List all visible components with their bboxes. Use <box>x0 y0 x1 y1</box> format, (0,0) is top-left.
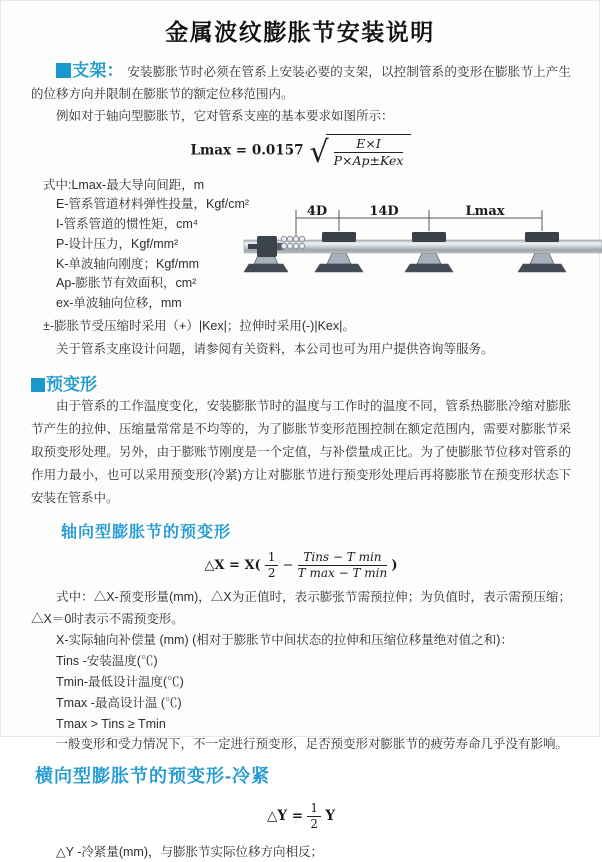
temperature-fraction: $\frac{\text{Tins − T min}}{\text{T max − T min}}$ <box>297 550 388 581</box>
one-half-fraction: $\frac{1}{2}$ <box>265 551 279 580</box>
page-title: 金属波纹膨胀节安装说明 <box>165 19 435 45</box>
support-section-heading: 支架： <box>72 61 124 80</box>
axial-subheading: 轴向型膨胀节的预变形 <box>61 524 232 542</box>
support-intro-text: 安装膨胀节时必须在管系上安装必要的支架，以控制管系的变形在膨胀节上产生的位移方向并限制在膨胀节的额定位移范围内。 <box>31 65 571 101</box>
plus-minus-note: ±-膨胀节受压缩时采用（+）|Kex|；拉伸时采用(-)|Kex|。 <box>43 319 355 334</box>
temp-line: Tmin-最低设计温度(℃) <box>56 675 184 690</box>
formula-lmax-numerator: E×I <box>334 137 404 153</box>
axial-explain: 式中：△X-预变形量(mm)，△X为正值时，表示膨张节需预拉伸；为负值时，表示需预压缩；△X＝0时表示不需预变形。 <box>31 590 571 627</box>
formula-lmax-lhs: Lmax = 0.0157 <box>190 142 304 159</box>
definition-line: ex-单波轴向位移，mm <box>56 296 182 311</box>
support-pedestals <box>244 253 566 272</box>
temp-line: Tins -安装温度(℃) <box>56 654 158 669</box>
diagram-label-lmax: Lmax <box>465 203 505 219</box>
formula-lmax <box>31 134 571 168</box>
definition-line: P-设计压力，Kgf/mm² <box>56 236 179 251</box>
one-half-fraction: $\frac{1}{2}$ <box>307 802 321 831</box>
diagram-label-14d: 14D <box>369 203 399 219</box>
definition-line: K-单波轴向刚度；Kgf/mm <box>56 256 200 271</box>
predeform-section-header <box>31 370 571 395</box>
definition-line: Ap-膨胀节有效面积，cm² <box>56 276 197 291</box>
formula-lmax-denominator: P×Ap±Kex <box>333 152 404 168</box>
lateral-subheading: 横向型膨胀节的预变形-冷紧 <box>35 766 270 787</box>
radical-sign: √ <box>309 134 329 170</box>
diagram-label-4d: 4D <box>306 203 328 219</box>
x-definition: X-实际轴向补偿量 (mm) (相对于膨胀节中间状态的拉伸和压缩位移量绝对值之和)： <box>56 633 513 648</box>
definition-line: 式中:Lmax-最大导向间距，m <box>43 177 205 192</box>
predeform-section-heading: 预变形 <box>46 375 97 395</box>
lateral-note: △Y -冷紧量(mm)，与膨胀节实际位移方向相反； <box>56 844 324 859</box>
temp-line: Tmax > Tins ≥ Tmin <box>56 716 166 731</box>
blue-square-icon <box>31 378 45 392</box>
close-paren: ) <box>391 558 398 574</box>
temp-line: Tmax -最高设计温 (℃) <box>56 695 182 710</box>
formula-lateral-rhs: Y <box>325 808 335 825</box>
definition-line: I-管系管道的惯性矩，cm⁴ <box>56 217 199 232</box>
formula-axial <box>31 551 571 580</box>
blue-square-icon <box>56 63 71 78</box>
predeform-paragraph: 由于管系的工作温度变化，安装膨胀节时的温度与工作时的温度不同，管系热膨胀冷缩对膨胀节产生的拉伸、压缩量常常是不均等的，为了膨胀节变形范围控制在额定范围内，需要对膨胀节采取预变形处理。另外，由于膨账节刚度是一个定值，与补偿量成正比。为了使膨胀节位移对管系的作用力最小，也可以采用预变形(冷紧)方让对膨胀节进行预变形处理后再将膨胀节在预变形状态下安装在管系中。 <box>31 399 571 506</box>
definitions-and-diagram <box>31 176 571 315</box>
formula-lateral-lhs: △Y = <box>267 808 304 825</box>
formula-axial-lhs: △X = X( <box>204 558 261 574</box>
support-example-text: 例如对于轴向型膨胀节，它对管系支座的基本要求如图所示： <box>56 109 394 123</box>
minus-sign: − <box>282 558 294 574</box>
axial-note: 一般变形和受力情况下，不一定进行预变形，足否预变形对膨胀节的疲劳寿命几乎没有影响。 <box>55 737 569 752</box>
formula-lateral <box>31 802 571 831</box>
service-note: 关于管系支座设计问题，请参阅有关资料，本公司也可为用户提供咨询等服务。 <box>56 342 494 357</box>
definition-line: E-管系管道材料弹性投量，Kgf/cm² <box>56 197 250 212</box>
anchor-fixture <box>248 236 283 257</box>
support-intro-paragraph <box>31 60 571 105</box>
pipe-support-diagram <box>244 203 602 298</box>
